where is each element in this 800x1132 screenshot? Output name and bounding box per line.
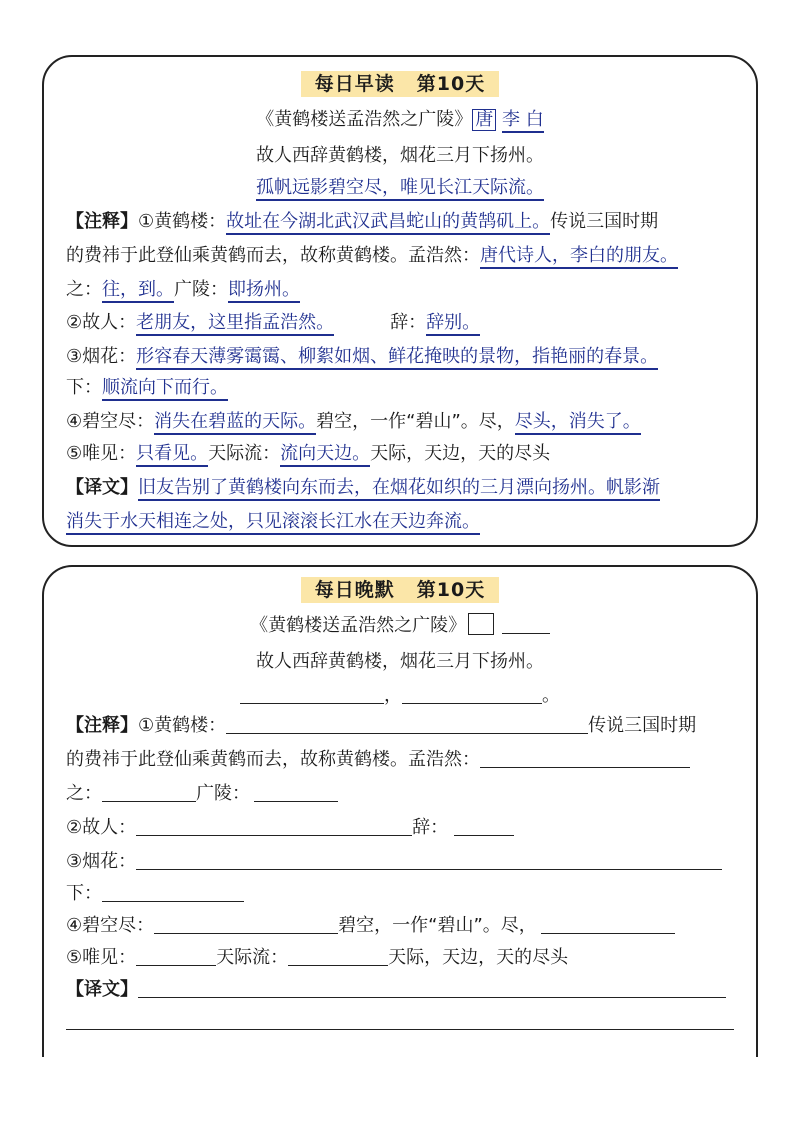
line2-blank-b[interactable]	[402, 683, 542, 704]
ev-note-1-cont-text: 的费祎于此登仙乘黄鹤而去，故称黄鹤楼。孟浩然：	[66, 749, 480, 770]
ev-tjl-head: 天际流：	[216, 947, 289, 968]
morning-title	[301, 71, 499, 97]
zhi-def: 往，到。	[102, 279, 174, 303]
evening-title-row	[44, 577, 756, 604]
evening-poem-line-1: 故人西辞黄鹤楼，烟花三月下扬州。	[256, 651, 544, 672]
evening-poem-title-row	[44, 613, 756, 639]
poem-title-row	[44, 107, 756, 133]
note-5-tail: 天际，天边，天的尽头	[370, 443, 551, 464]
gl-blank[interactable]	[254, 781, 338, 802]
menghr-blank[interactable]	[480, 747, 690, 768]
ev-note-1-blank[interactable]	[226, 713, 588, 734]
note-1	[66, 209, 734, 235]
comma: ，	[384, 685, 402, 706]
day-text: 第10天	[416, 579, 486, 601]
ev-note-zhi-guangling	[66, 781, 734, 807]
note-3-blank[interactable]	[136, 849, 722, 870]
author-blank[interactable]	[502, 613, 550, 634]
ev-gl-head: 广陵：	[196, 783, 250, 804]
note-xia	[66, 375, 734, 401]
note-zhi-guangling	[66, 277, 734, 303]
poem-line-2: 孤帆远影碧空尽，唯见长江天际流。	[256, 177, 544, 201]
note-1-cont	[66, 243, 734, 269]
note-5	[66, 441, 734, 467]
translation-2	[66, 509, 734, 535]
note-4	[66, 409, 734, 435]
ev-note-1-head: ①黄鹤楼：	[138, 715, 227, 736]
evening-dictation-card	[42, 565, 758, 1057]
ev-note-4	[66, 913, 734, 939]
evening-title	[301, 577, 499, 603]
note-3-def: 形容春天薄雾霭霭、柳絮如烟、鲜花掩映的景物，指艳丽的春景。	[136, 346, 658, 370]
dynasty: 唐	[472, 109, 496, 131]
ev-note-1	[66, 713, 734, 739]
ev-note-5	[66, 945, 734, 971]
ev-zhi-head: 之：	[66, 783, 102, 804]
evening-poem-title: 《黄鹤楼送孟浩然之广陵》	[250, 615, 467, 636]
evening-poem-line-2-row	[44, 683, 756, 709]
ev-ci-head: 辞：	[412, 817, 449, 838]
ev-translation-1	[66, 977, 734, 1003]
ev-note-4-head: ④碧空尽：	[66, 915, 155, 936]
title-text: 每日晚默	[314, 579, 395, 601]
ev-note-1-cont	[66, 747, 734, 773]
ev-xia-head: 下：	[66, 883, 102, 904]
translation-text-1: 旧友告别了黄鹤楼向东而去，在烟花如织的三月漂向扬州。帆影渐	[138, 477, 660, 501]
notes-label: 【注释】	[66, 211, 138, 232]
xia-def: 顺流向下而行。	[102, 377, 228, 401]
note-1-tail: 传说三国时期	[550, 211, 659, 232]
title-text: 每日早读	[314, 73, 395, 95]
gl-head: 广陵：	[174, 279, 228, 300]
translation-blank-2[interactable]	[66, 1029, 734, 1030]
ev-note-3-head: ③烟花：	[66, 851, 137, 872]
note-2	[66, 310, 734, 336]
ev-note-2-head: ②故人：	[66, 817, 137, 838]
note-4-head: ④碧空尽：	[66, 411, 155, 432]
poem-line-2-row	[44, 175, 756, 201]
translation-text-2: 消失于水天相连之处，只见滚滚长江水在天边奔流。	[66, 511, 480, 535]
note-1-cont-text: 的费祎于此登仙乘黄鹤而去，故称黄鹤楼。孟浩然：	[66, 245, 480, 266]
ev-note-5-head: ⑤唯见：	[66, 947, 137, 968]
tjl-head: 天际流：	[208, 443, 281, 464]
period: 。	[542, 685, 560, 706]
author: 李 白	[502, 109, 544, 133]
note-4-mid: 碧空，一作“碧山”。尽，	[316, 411, 515, 432]
translation-label: 【译文】	[66, 477, 138, 498]
ev-note-xia	[66, 881, 734, 907]
note-2-head: ②故人：	[66, 312, 137, 333]
morning-reading-card	[42, 55, 758, 547]
note-3-head: ③烟花：	[66, 346, 137, 367]
ev-note-2	[66, 815, 734, 841]
ev-note-5-tail: 天际，天边，天的尽头	[388, 947, 569, 968]
zhi-blank[interactable]	[102, 781, 196, 802]
zhi-head: 之：	[66, 279, 102, 300]
xia-head: 下：	[66, 377, 102, 398]
ev-note-4-mid: 碧空，一作“碧山”。尽，	[338, 915, 537, 936]
note-5-def: 只看见。	[136, 443, 208, 467]
line2-blank-a[interactable]	[240, 683, 384, 704]
menghr-def: 唐代诗人，李白的朋友。	[480, 245, 678, 269]
translation-blank-1[interactable]	[138, 977, 726, 998]
ci-head: 辞：	[390, 312, 427, 333]
note-2-blank[interactable]	[136, 815, 412, 836]
ci-blank[interactable]	[454, 815, 514, 836]
note-2-def: 老朋友，这里指孟浩然。	[136, 312, 334, 336]
note-4-blank-2[interactable]	[541, 913, 675, 934]
note-5-head: ⑤唯见：	[66, 443, 137, 464]
ev-notes-label: 【注释】	[66, 715, 138, 736]
poem-title: 《黄鹤楼送孟浩然之广陵》	[256, 109, 473, 130]
tjl-blank[interactable]	[288, 945, 388, 966]
ev-translation-label: 【译文】	[66, 979, 138, 1000]
dynasty-blank[interactable]	[468, 613, 494, 635]
tjl-def: 流向天边。	[280, 443, 370, 467]
xia-blank[interactable]	[102, 881, 244, 902]
gl-def: 即扬州。	[228, 279, 300, 303]
ci-def: 辞别。	[426, 312, 480, 336]
day-text: 第10天	[416, 73, 486, 95]
note-3	[66, 344, 734, 370]
note-5-blank[interactable]	[136, 945, 216, 966]
note-1-head: ①黄鹤楼：	[138, 211, 227, 232]
ev-note-1-tail: 传说三国时期	[588, 715, 697, 736]
note-1-def: 故址在今湖北武汉武昌蛇山的黄鹄矶上。	[226, 211, 550, 235]
note-4-def2: 尽头，消失了。	[515, 411, 641, 435]
ev-note-3	[66, 849, 734, 875]
translation-1	[66, 475, 734, 501]
morning-title-row	[44, 71, 756, 98]
note-4-def: 消失在碧蓝的天际。	[154, 411, 316, 435]
poem-line-1: 故人西辞黄鹤楼，烟花三月下扬州。	[256, 145, 544, 166]
note-4-blank[interactable]	[154, 913, 338, 934]
